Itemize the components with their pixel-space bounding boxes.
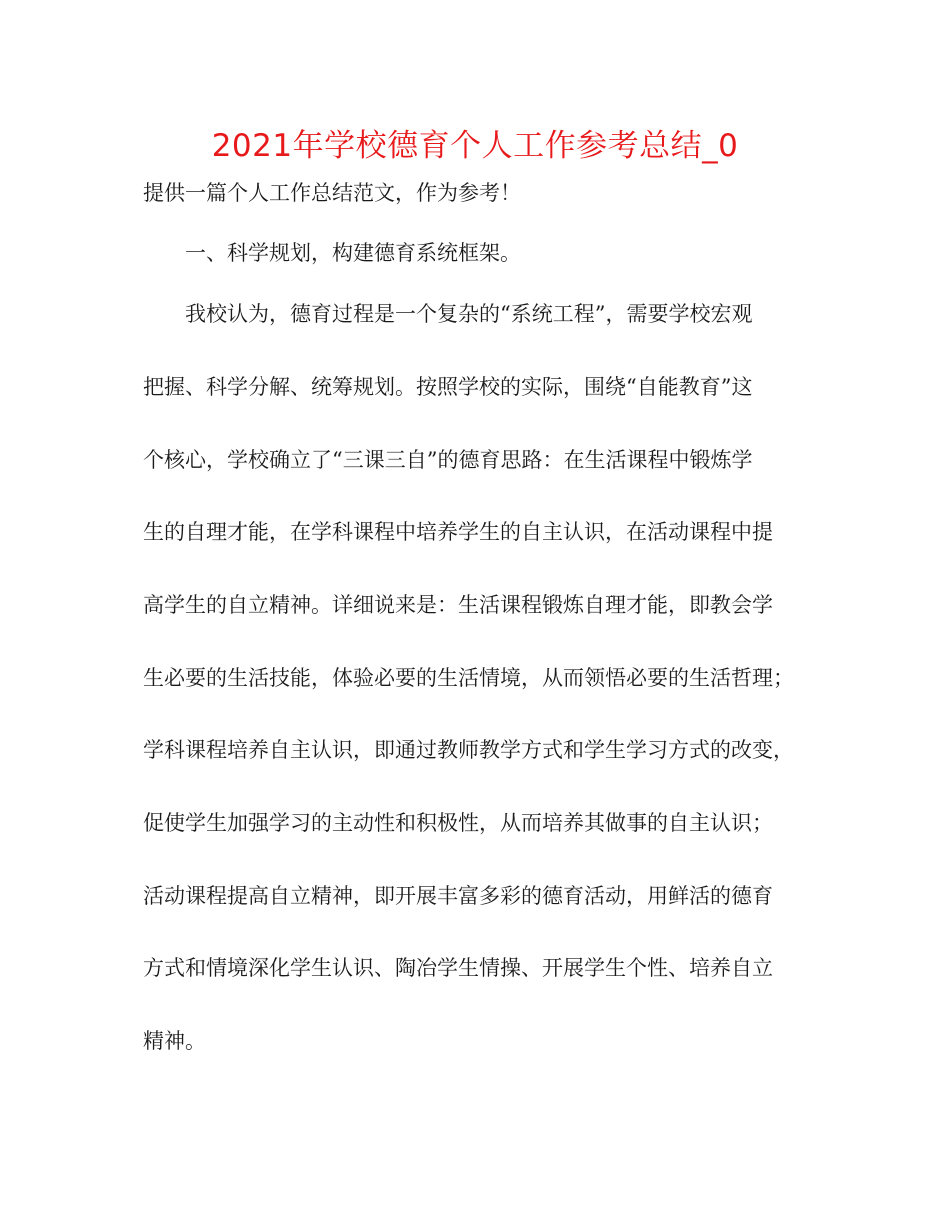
intro-text: 提供一篇个人工作总结范文，作为参考！ [143,181,521,205]
paragraph-line: 方式和情境深化学生认识、陶冶学生情操、开展学生个性、培养自立 [143,956,773,980]
paragraph-line: 个核心，学校确立了“三课三自”的德育思路：在生活课程中锻炼学 [143,448,753,472]
paragraph-line: 高学生的自立精神。详细说来是：生活课程锻炼自理才能，即教会学 [143,593,773,617]
paragraph-line: 我校认为，德育过程是一个复杂的“系统工程”，需要学校宏观 [185,302,753,326]
paragraph-line: 学科课程培养自主认识，即通过教师教学方式和学生学习方式的改变， [143,738,794,762]
paragraph-line: 精神。 [143,1029,206,1053]
paragraph-line: 生的自理才能，在学科课程中培养学生的自主认识，在活动课程中提 [143,520,773,544]
paragraph-line: 生必要的生活技能，体验必要的生活情境，从而领悟必要的生活哲理； [143,666,794,690]
paragraph-line: 促使学生加强学习的主动性和积极性，从而培养其做事的自主认识； [143,811,773,835]
document-title: 2021年学校德育个人工作参考总结_0 [211,128,739,164]
paragraph-line: 把握、科学分解、统筹规划。按照学校的实际，围绕“自能教育”这 [143,375,753,399]
paragraph-line: 活动课程提高自立精神，即开展丰富多彩的德育活动，用鲜活的德育 [143,884,773,908]
section-heading: 一、科学规划，构建德育系统框架。 [185,241,521,265]
